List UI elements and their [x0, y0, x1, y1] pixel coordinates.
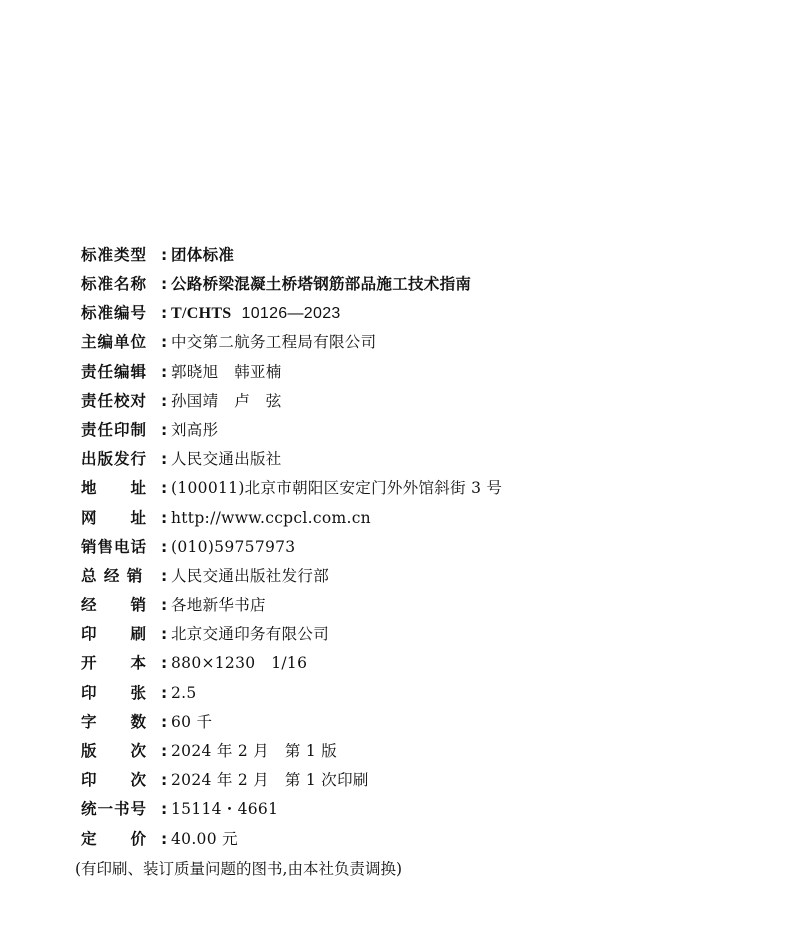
row-distributor	[81, 591, 761, 620]
separator: :	[161, 537, 168, 556]
separator: :	[161, 508, 168, 527]
label-standard-type: 标准类型	[81, 245, 148, 264]
separator: :	[161, 450, 168, 469]
separator: :	[161, 625, 168, 644]
value-sales-phone: (010)59757973	[171, 537, 296, 556]
value-printing: 2024 年 2 月 第 1 次印刷	[171, 771, 369, 790]
value-standard-number	[171, 306, 341, 322]
separator: :	[161, 245, 168, 264]
separator: :	[161, 800, 168, 819]
row-standard-name	[81, 270, 761, 299]
row-address	[81, 475, 761, 504]
label-standard-number: 标准编号	[81, 304, 148, 323]
value-edition: 2024 年 2 月 第 1 版	[171, 742, 338, 761]
label-publisher: 出版发行	[81, 450, 148, 469]
separator: :	[161, 275, 168, 294]
separator: :	[161, 304, 168, 323]
label-printing: 印 次	[81, 771, 148, 790]
value-proofreader: 孙国靖 卢 弦	[171, 391, 282, 410]
label-price: 定 价	[81, 829, 148, 848]
standard-code: T/CHTS	[171, 304, 232, 322]
colophon	[75, 241, 761, 882]
separator: :	[161, 391, 168, 410]
value-printer: 北京交通印务有限公司	[171, 625, 330, 644]
row-edition	[81, 737, 761, 766]
row-proofreader	[81, 387, 761, 416]
value-sheets: 2.5	[171, 683, 197, 702]
separator: :	[161, 829, 168, 848]
quality-note: (有印刷、装订质量问题的图书,由本社负责调换)	[75, 859, 403, 878]
row-sales-phone	[81, 533, 761, 562]
separator: :	[161, 479, 168, 498]
separator: :	[161, 712, 168, 731]
label-word-count: 字 数	[81, 712, 148, 731]
value-website: http://www.ccpcl.com.cn	[171, 508, 371, 527]
separator: :	[161, 683, 168, 702]
value-book-number: 15114・4661	[171, 800, 279, 819]
label-printer: 印 刷	[81, 625, 148, 644]
value-chief-editor-unit: 中交第二航务工程局有限公司	[171, 333, 377, 352]
separator: :	[161, 654, 168, 673]
value-general-distributor: 人民交通出版社发行部	[171, 566, 330, 585]
row-publisher	[81, 445, 761, 474]
separator: :	[161, 771, 168, 790]
standard-num: 10126—2023	[241, 304, 341, 322]
label-sales-phone: 销售电话	[81, 537, 148, 556]
row-standard-type	[81, 241, 761, 270]
label-distributor: 经 销	[81, 596, 148, 615]
label-proofreader: 责任校对	[81, 391, 148, 410]
label-edition: 版 次	[81, 742, 148, 761]
value-publisher: 人民交通出版社	[171, 450, 282, 469]
separator: :	[161, 333, 168, 352]
separator: :	[161, 362, 168, 381]
row-format	[81, 650, 761, 679]
label-general-distributor: 总 经 销	[81, 566, 144, 585]
value-standard-name: 公路桥梁混凝土桥塔钢筋部品施工技术指南	[171, 275, 472, 294]
separator: :	[161, 596, 168, 615]
label-book-number: 统一书号	[81, 800, 148, 819]
row-printing	[81, 766, 761, 795]
row-responsible-editor	[81, 358, 761, 387]
label-sheets: 印 张	[81, 683, 148, 702]
row-general-distributor	[81, 562, 761, 591]
label-responsible-editor: 责任编辑	[81, 362, 148, 381]
row-print-supervisor	[81, 416, 761, 445]
value-price: 40.00 元	[171, 829, 238, 848]
row-printer	[81, 620, 761, 649]
row-sheets	[81, 679, 761, 708]
value-responsible-editor: 郭晓旭 韩亚楠	[171, 362, 282, 381]
row-website	[81, 504, 761, 533]
value-distributor: 各地新华书店	[171, 596, 266, 615]
value-format: 880×1230 1/16	[171, 654, 308, 673]
label-standard-name: 标准名称	[81, 275, 148, 294]
value-word-count: 60 千	[171, 712, 213, 731]
row-price	[81, 825, 761, 854]
label-print-supervisor: 责任印制	[81, 420, 148, 439]
separator: :	[161, 742, 168, 761]
separator: :	[161, 420, 168, 439]
row-chief-editor-unit	[81, 329, 761, 358]
label-format: 开 本	[81, 654, 148, 673]
label-chief-editor-unit: 主编单位	[81, 333, 148, 352]
row-word-count	[81, 708, 761, 737]
value-address: (100011)北京市朝阳区安定门外外馆斜街 3 号	[171, 479, 503, 498]
label-address: 地 址	[81, 479, 148, 498]
value-standard-type: 团体标准	[171, 245, 235, 264]
value-print-supervisor: 刘高彤	[171, 420, 219, 439]
row-book-number	[81, 796, 761, 825]
label-website: 网 址	[81, 508, 148, 527]
row-standard-number	[81, 299, 761, 328]
separator: :	[161, 566, 168, 585]
